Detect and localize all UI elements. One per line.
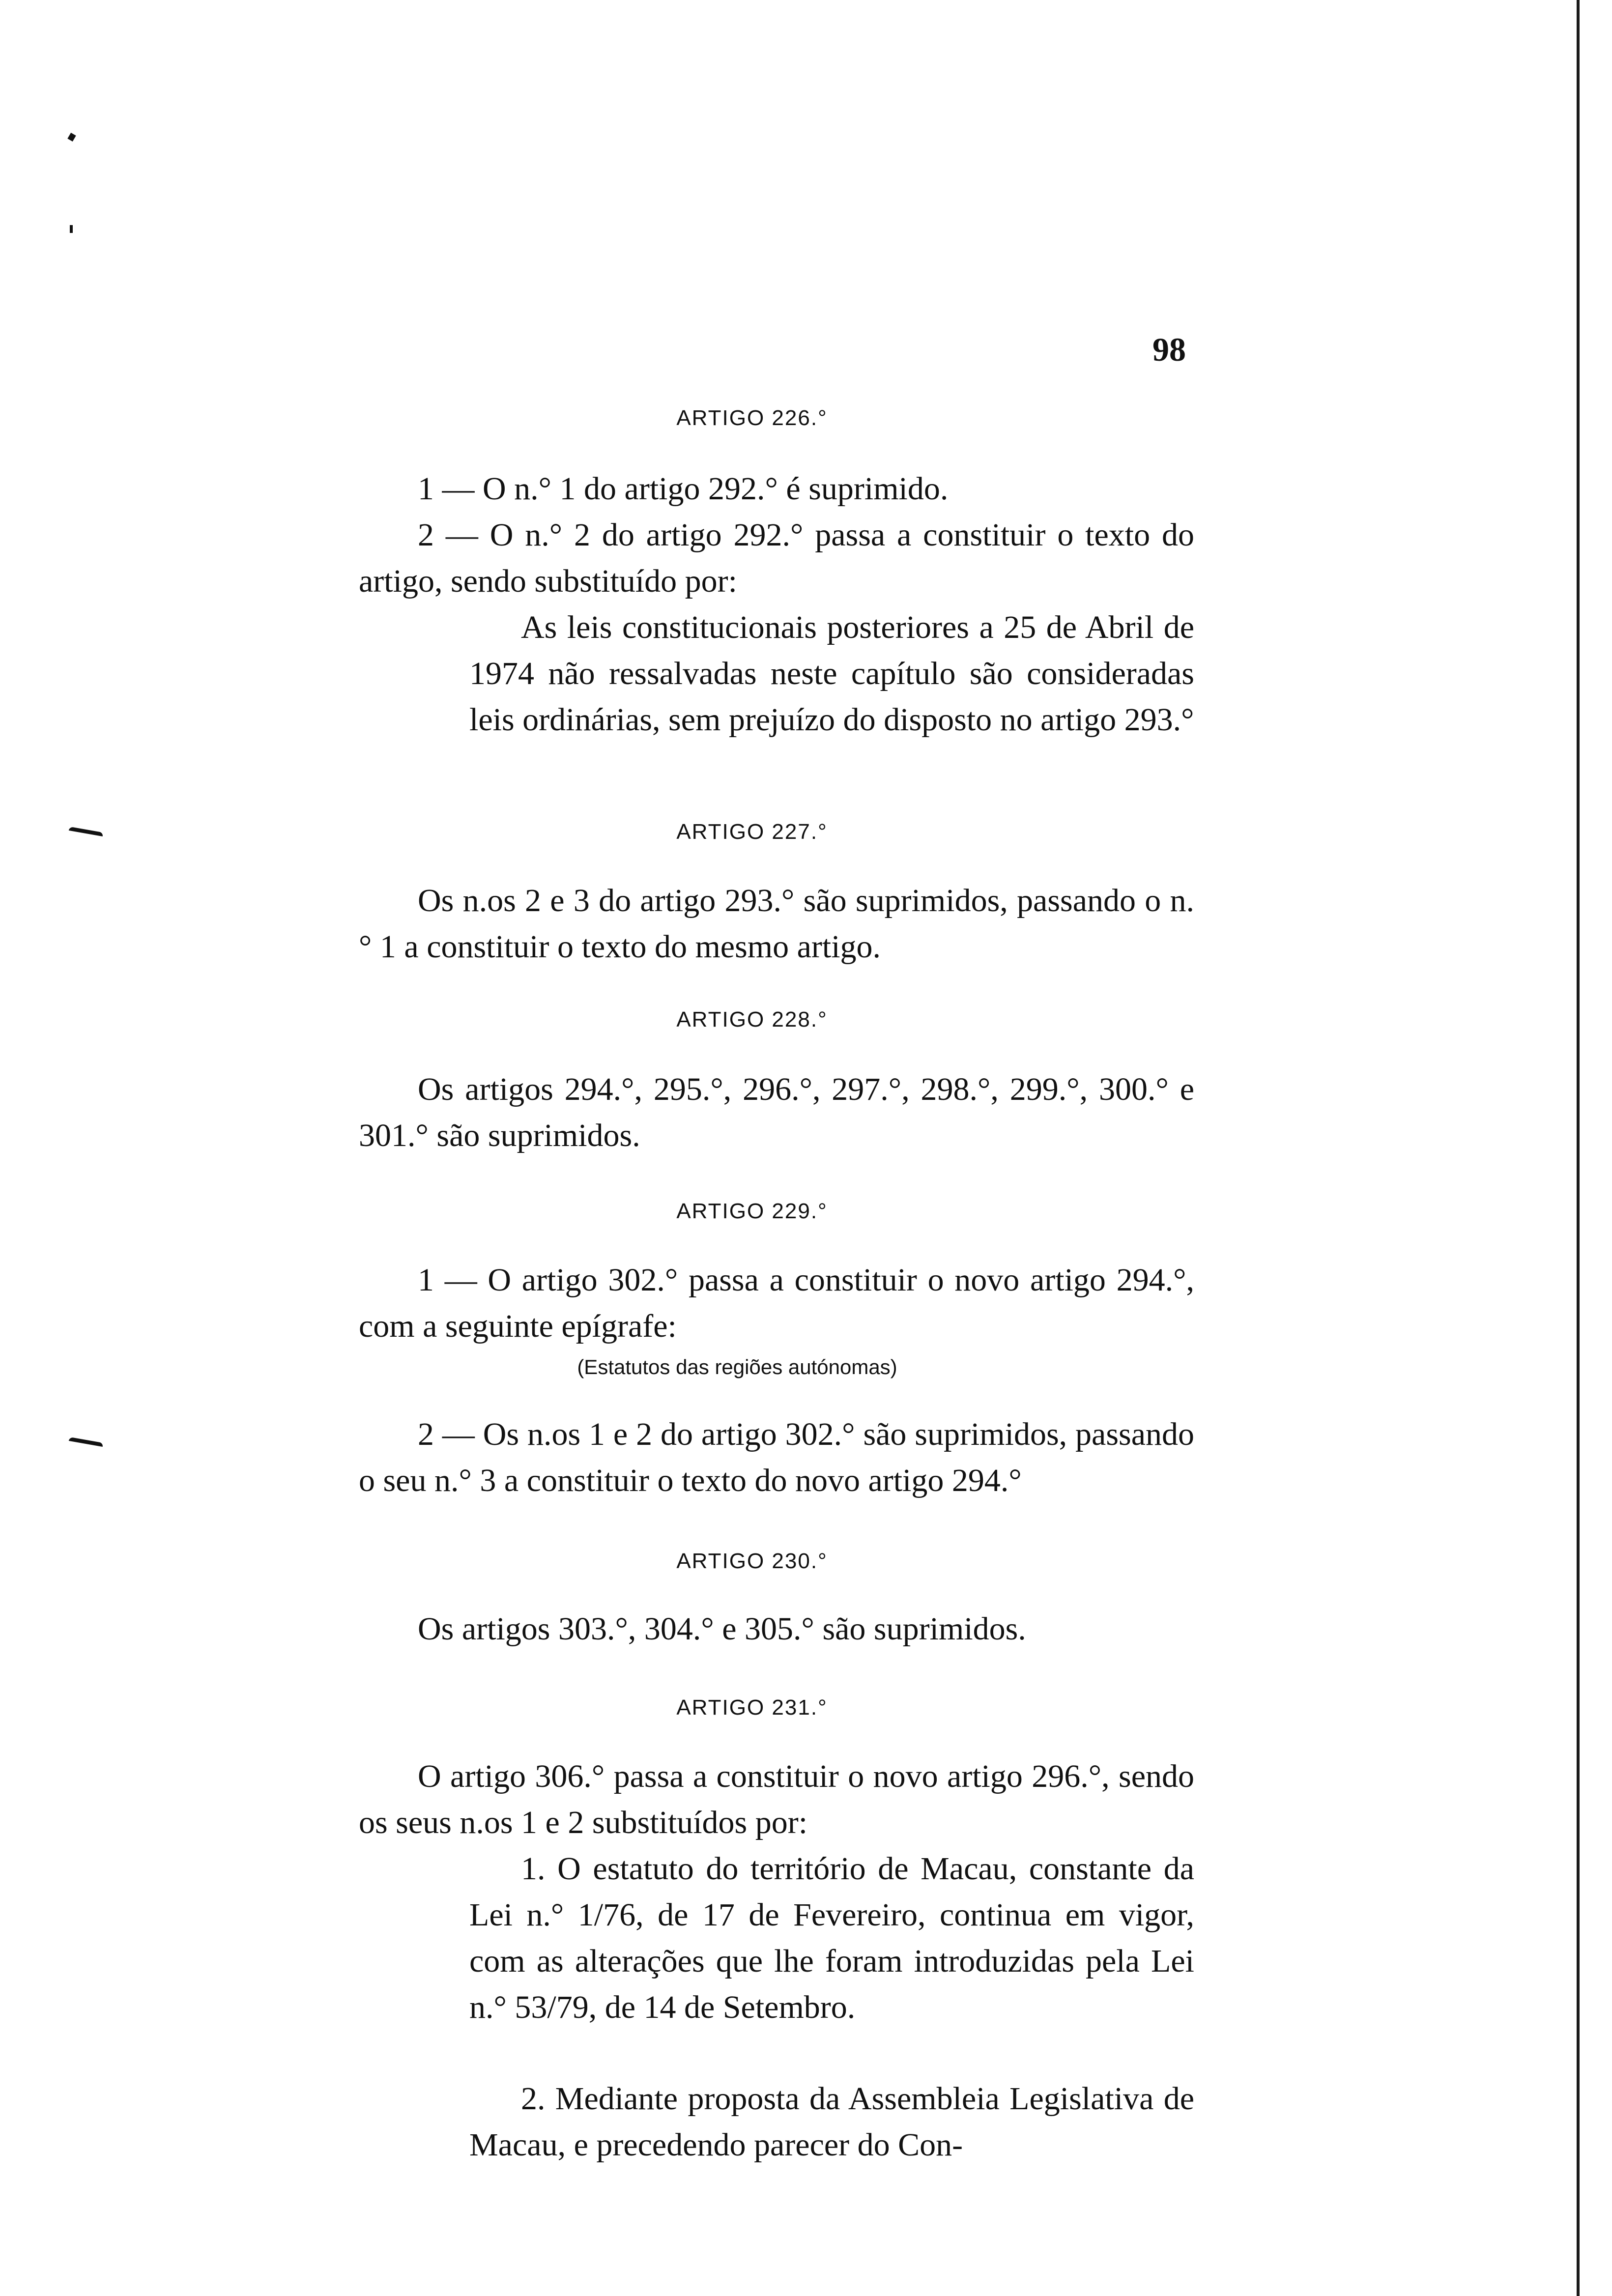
quoted-text [469, 604, 1194, 743]
paragraph [359, 1753, 1194, 1846]
paragraph [359, 466, 1194, 512]
quoted-text [469, 1846, 1194, 2031]
quoted-text-body: 2. Mediante proposta da Assembleia Legislativa de Macau, e precedendo parecer do Con- [469, 2081, 1194, 2163]
paragraph-text: 2 — O n.° 2 do artigo 292.° passa a constituir o texto do artigo, sendo substituído por: [359, 517, 1194, 599]
paragraph-text: Os n.os 2 e 3 do artigo 293.° são suprimidos, passando o n.° 1 a constituir o texto do mesmo artigo. [359, 883, 1194, 965]
paragraph-text: O artigo 306.° passa a constituir o novo artigo 296.°, sendo os seus n.os 1 e 2 substituídos por: [359, 1758, 1194, 1840]
quoted-text [469, 2076, 1194, 2168]
quoted-text-body: As leis constitucionais posteriores a 25 de Abril de 1974 não ressalvadas neste capítulo são consideradas leis ordinárias, sem prejuízo do disposto no artigo 293.° [469, 609, 1194, 738]
scan-mark [70, 225, 73, 233]
paragraph [359, 878, 1194, 970]
quoted-text-body: 1. O estatuto do território de Macau, constante da Lei n.° 1/76, de 17 de Fevereiro, continua em vigor, com as alterações que lhe foram introduzidas pela Lei n.° 53/79, de 14 de Setembro. [469, 1851, 1194, 2025]
article-heading: ARTIGO 230.° [676, 1549, 828, 1573]
paragraph [359, 1411, 1194, 1504]
paragraph [359, 1606, 1194, 1652]
page-number: 98 [1152, 331, 1186, 368]
article-heading: ARTIGO 227.° [676, 820, 828, 844]
paragraph [359, 512, 1194, 604]
article-heading: ARTIGO 229.° [676, 1199, 828, 1223]
article-heading: ARTIGO 231.° [676, 1695, 828, 1720]
scan-mark [67, 133, 76, 142]
paragraph-text: 2 — Os n.os 1 e 2 do artigo 302.° são suprimidos, passando o seu n.° 3 a constituir o texto do novo artigo 294.° [359, 1416, 1194, 1498]
page-edge-rule [1577, 0, 1580, 2296]
paragraph-text: Os artigos 294.°, 295.°, 296.°, 297.°, 298.°, 299.°, 300.° e 301.° são suprimidos. [359, 1071, 1194, 1153]
scan-mark [69, 1437, 103, 1447]
paragraph [359, 1066, 1194, 1159]
paragraph [359, 1257, 1194, 1349]
paragraph-text: 1 — O n.° 1 do artigo 292.° é suprimido. [418, 471, 949, 507]
paragraph-text: Os artigos 303.°, 304.° e 305.° são suprimidos. [418, 1611, 1026, 1647]
paragraph-text: 1 — O artigo 302.° passa a constituir o novo artigo 294.°, com a seguinte epígrafe: [359, 1262, 1194, 1344]
article-heading: ARTIGO 226.° [676, 406, 828, 430]
epigraph: (Estatutos das regiões autónomas) [577, 1355, 897, 1378]
article-heading: ARTIGO 228.° [676, 1007, 828, 1032]
